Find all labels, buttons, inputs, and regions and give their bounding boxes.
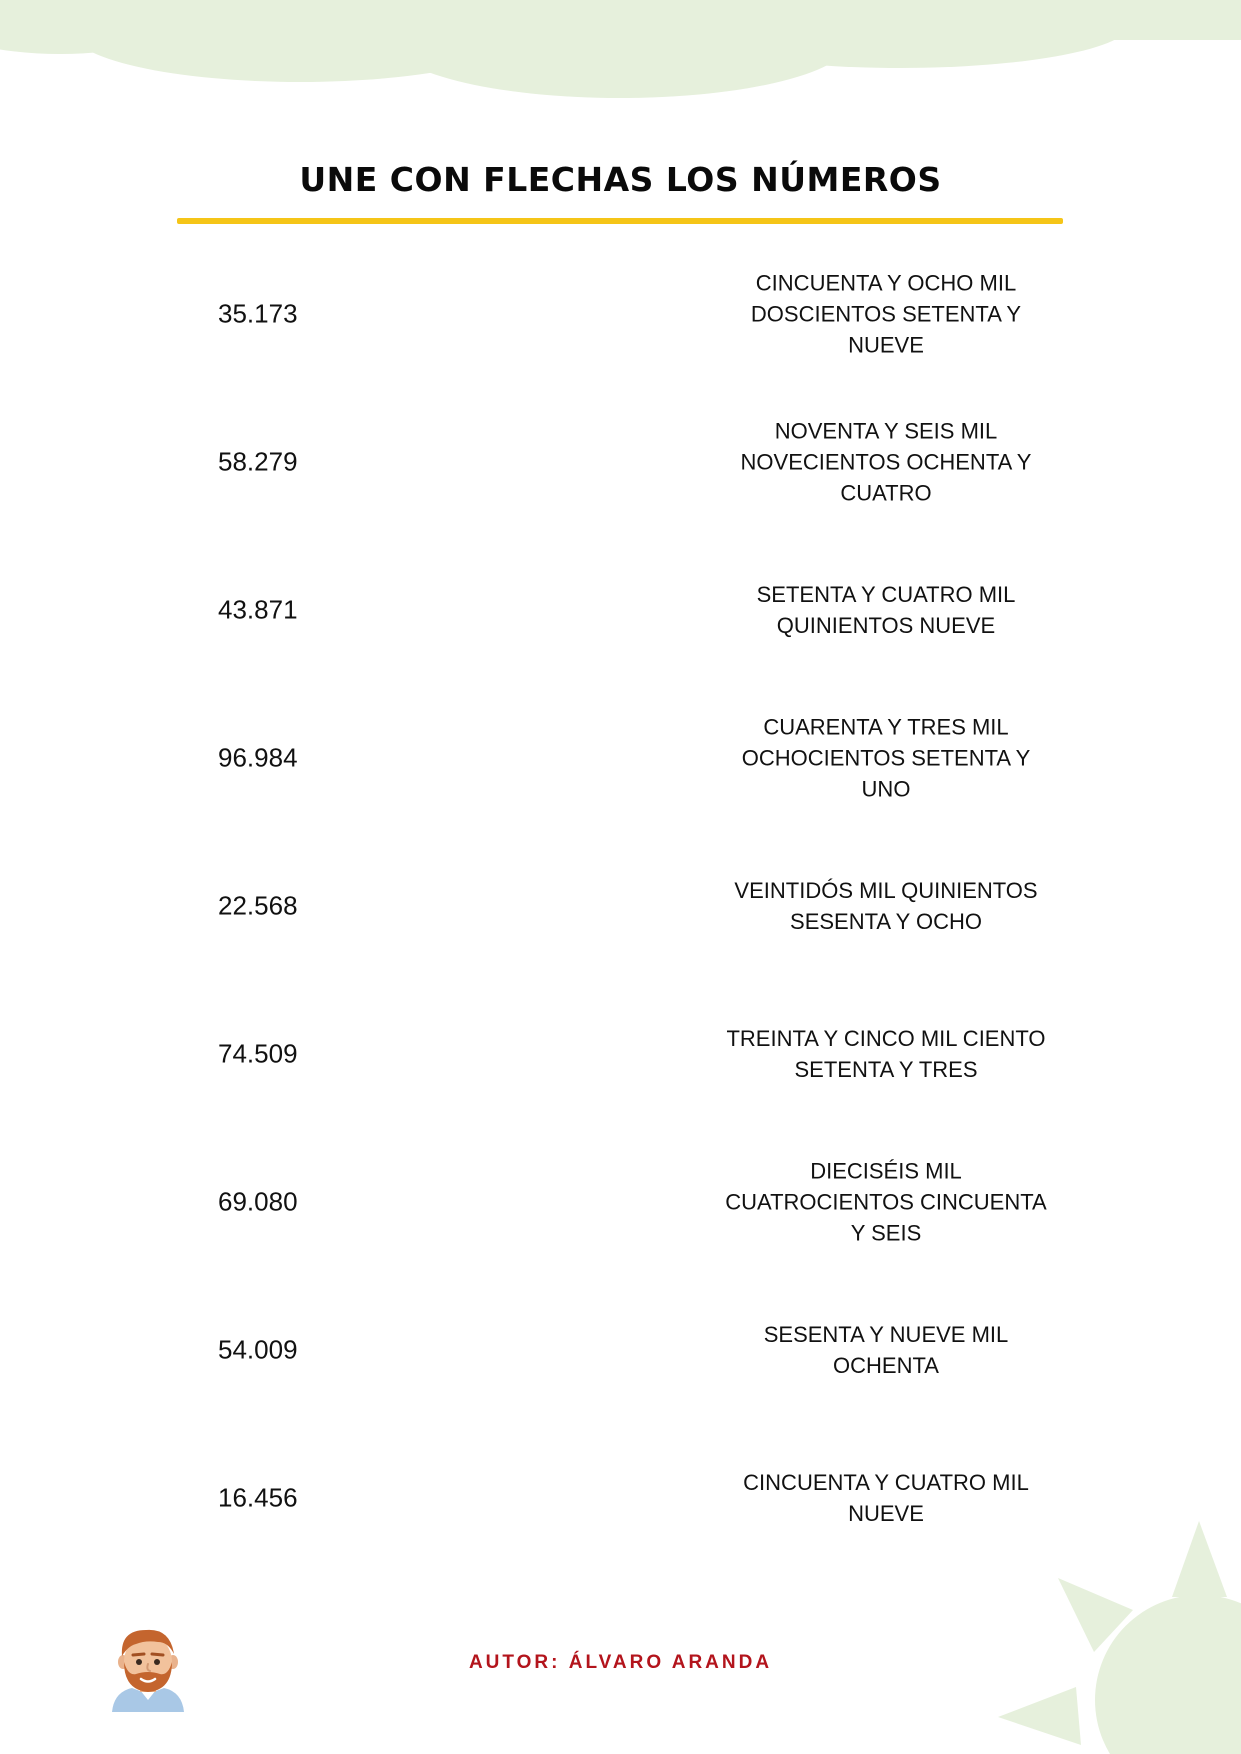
match-row	[0, 536, 1241, 684]
match-row	[0, 1276, 1241, 1424]
match-row	[0, 980, 1241, 1128]
number-item[interactable]: 16.456	[218, 1482, 298, 1513]
words-item[interactable]: CUARENTA Y TRES MIL OCHOCIENTOS SETENTA Y UNO	[741, 714, 1031, 802]
match-row	[0, 1424, 1241, 1572]
words-item[interactable]: NOVENTA Y SEIS MIL NOVECIENTOS OCHENTA Y CUATRO	[740, 418, 1032, 506]
number-item[interactable]: 54.009	[218, 1334, 298, 1365]
number-item[interactable]: 22.568	[218, 890, 298, 921]
number-item[interactable]: 58.279	[218, 446, 298, 477]
matching-list	[0, 240, 1241, 1572]
page-title: UNE CON FLECHAS LOS NÚMEROS	[299, 160, 942, 199]
number-item[interactable]: 35.173	[218, 298, 298, 329]
cloud-decor-icon	[0, 0, 1241, 110]
words-item[interactable]: DIECISÉIS MIL CUATROCIENTOS CINCUENTA Y SEIS	[725, 1158, 1047, 1246]
number-item[interactable]: 96.984	[218, 742, 298, 773]
match-row	[0, 388, 1241, 536]
words-item[interactable]: CINCUENTA Y OCHO MIL DOSCIENTOS SETENTA Y NUEVE	[750, 270, 1022, 358]
words-item[interactable]: CINCUENTA Y CUATRO MIL NUEVE	[743, 1470, 1029, 1526]
match-row	[0, 684, 1241, 832]
number-item[interactable]: 69.080	[218, 1186, 298, 1217]
match-row	[0, 1128, 1241, 1276]
words-item[interactable]: VEINTIDÓS MIL QUINIENTOS SESENTA Y OCHO	[734, 878, 1038, 934]
words-item[interactable]: TREINTA Y CINCO MIL CIENTO SETENTA Y TRES	[726, 1026, 1046, 1082]
number-item[interactable]: 74.509	[218, 1038, 298, 1069]
match-row	[0, 832, 1241, 980]
title-underline	[177, 218, 1063, 224]
match-row	[0, 240, 1241, 388]
author-credit: AUTOR: ÁLVARO ARANDA	[468, 1652, 773, 1673]
words-item[interactable]: SETENTA Y CUATRO MIL QUINIENTOS NUEVE	[756, 582, 1016, 638]
words-item[interactable]: SESENTA Y NUEVE MIL OCHENTA	[763, 1322, 1009, 1378]
number-item[interactable]: 43.871	[218, 594, 298, 625]
